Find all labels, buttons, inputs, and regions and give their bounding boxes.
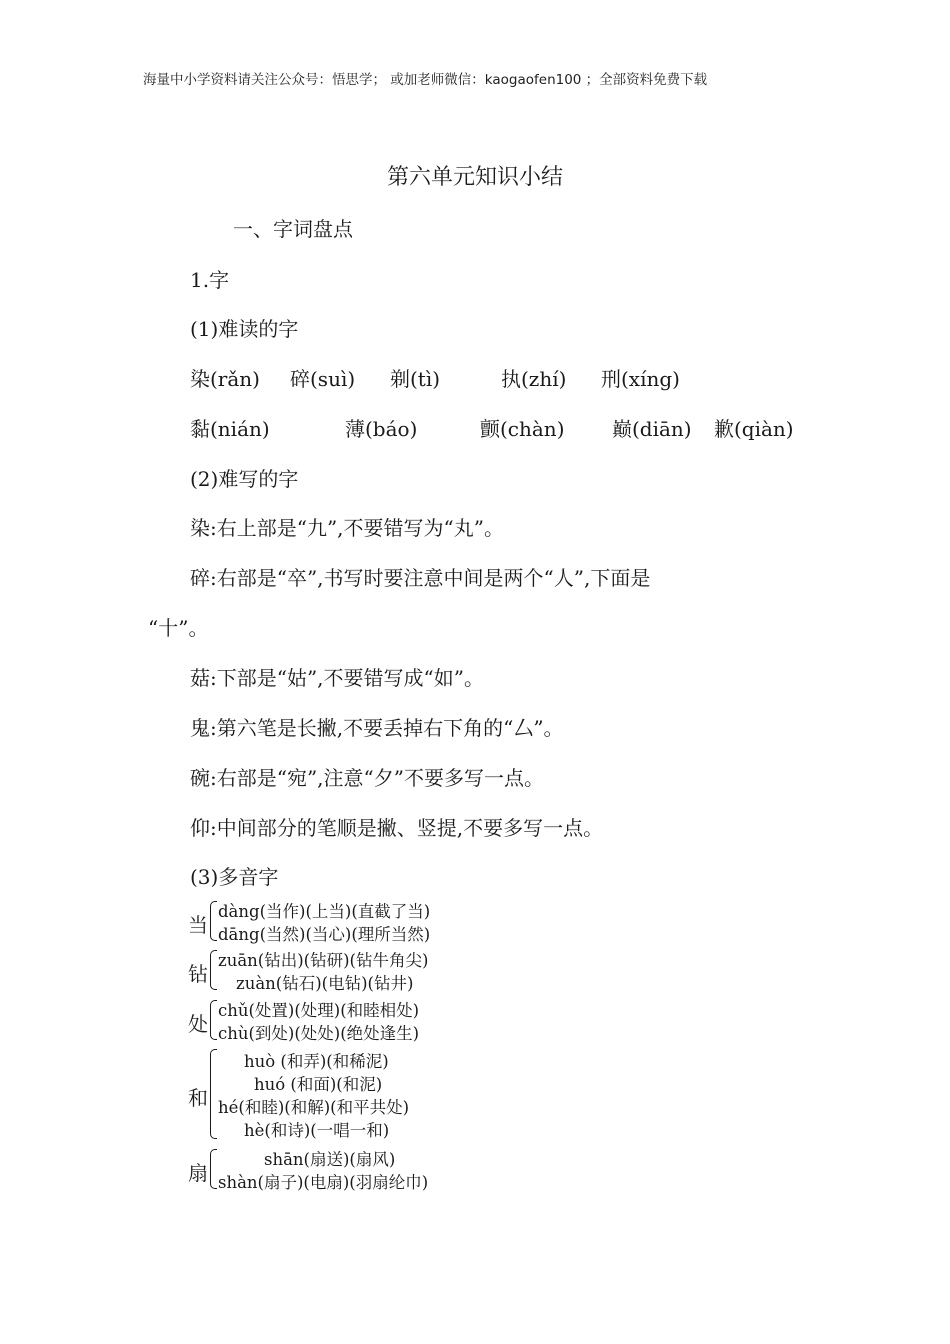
- polyphonic-char: 扇: [188, 1161, 208, 1185]
- pinyin-line: huò (和弄)(和稀泥): [244, 1052, 389, 1071]
- pinyin-line: zuān(钻出)(钻研)(钻牛角尖): [218, 951, 429, 970]
- hard-to-write-item: 仰:中间部分的笔顺是撇、竖提,不要多写一点。: [190, 816, 604, 840]
- pinyin-line: dāng(当然)(当心)(理所当然): [218, 925, 431, 944]
- char-pinyin: 歉(qiàn): [714, 417, 794, 441]
- char-pinyin: 碎(suì): [290, 367, 356, 391]
- subsection-characters: 1.字: [190, 268, 230, 292]
- char-pinyin: 黏(nián): [190, 417, 270, 441]
- polyphonic-char: 处: [188, 1012, 208, 1036]
- brace-bracket: [210, 1000, 217, 1040]
- pinyin-line: shàn(扇子)(电扇)(羽扇纶巾): [218, 1173, 429, 1192]
- pinyin-line: hé(和睦)(和解)(和平共处): [218, 1098, 410, 1117]
- pinyin-line: chǔ(处置)(处理)(和睦相处): [218, 1001, 420, 1020]
- hard-to-write-item-continued: “十”。: [148, 616, 209, 640]
- hard-to-write-heading: (2)难写的字: [190, 467, 299, 491]
- pinyin-line: chù(到处)(处处)(绝处逢生): [218, 1024, 420, 1043]
- polyphonic-char: 钻: [188, 962, 208, 986]
- brace-bracket: [210, 950, 217, 990]
- brace-bracket: [210, 1049, 217, 1139]
- char-pinyin: 巅(diān): [612, 417, 692, 441]
- page-header-note: 海量中小学资料请关注公众号：悟思学； 或加老师微信：kaogaofen100 ；全部资料免费下载: [143, 72, 708, 88]
- brace-bracket: [210, 1149, 217, 1189]
- char-pinyin: 刑(xíng): [601, 367, 680, 391]
- hard-to-write-item: 鬼:第六笔是长撇,不要丢掉右下角的“厶”。: [190, 716, 564, 740]
- page-title: 第六单元知识小结: [386, 165, 563, 190]
- polyphonic-char: 当: [188, 913, 208, 937]
- char-pinyin: 染(rǎn): [190, 367, 260, 391]
- hard-to-read-heading: (1)难读的字: [190, 317, 299, 341]
- brace-bracket: [210, 901, 217, 941]
- char-pinyin: 颤(chàn): [480, 417, 565, 441]
- hard-to-write-item: 碗:右部是“宛”,注意“夕”不要多写一点。: [190, 766, 544, 790]
- hard-to-write-item: 菇:下部是“姑”,不要错写成“如”。: [190, 666, 484, 690]
- pinyin-line: huó (和面)(和泥): [254, 1075, 383, 1094]
- pinyin-line: shān(扇送)(扇风): [264, 1150, 396, 1169]
- pinyin-line: hè(和诗)(一唱一和): [244, 1121, 390, 1140]
- char-pinyin: 剃(tì): [390, 367, 441, 391]
- char-pinyin: 执(zhí): [501, 367, 567, 391]
- hard-to-write-item: 染:右上部是“九”,不要错写为“丸”。: [190, 516, 504, 540]
- polyphonic-heading: (3)多音字: [190, 865, 279, 889]
- hard-to-write-item: 碎:右部是“卒”,书写时要注意中间是两个“人”,下面是: [190, 566, 651, 590]
- section-heading-words: 一、字词盘点: [233, 217, 353, 241]
- polyphonic-char: 和: [188, 1086, 208, 1110]
- pinyin-line: dàng(当作)(上当)(直截了当): [218, 902, 431, 921]
- pinyin-line: zuàn(钻石)(电钻)(钻井): [236, 974, 414, 993]
- char-pinyin: 薄(báo): [345, 417, 418, 441]
